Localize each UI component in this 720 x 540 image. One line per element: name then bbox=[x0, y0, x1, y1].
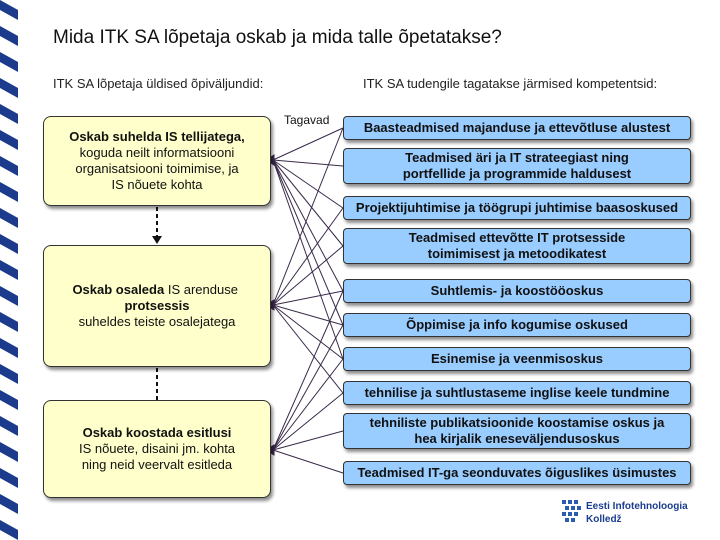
competency-2-line1: Teadmised äri ja IT strateegiast ning bbox=[405, 150, 629, 165]
competency-9-line1: tehniliste publikatsioonide koostamise oskus ja bbox=[369, 415, 665, 430]
logo-line-2: Kolledž bbox=[586, 514, 622, 525]
college-logo-text bbox=[586, 500, 688, 526]
competency-4-line1: Teadmised ettevõtte IT protsesside bbox=[408, 230, 626, 245]
outcome-2-inline: IS arenduse bbox=[164, 282, 242, 297]
competency-box-2 bbox=[343, 148, 691, 184]
competency-8-line1: tehnilise ja suhtlustaseme inglise keele tundmine bbox=[364, 385, 670, 400]
competency-box-9 bbox=[343, 413, 691, 449]
competency-7-line1: Esinemise ja veenmisoskus bbox=[431, 351, 603, 366]
outcome-1-text: koguda neilt informatsiooni organisatsiooni toimimise, ja IS nõuete kohta bbox=[75, 145, 239, 192]
tagavad-label: Tagavad bbox=[284, 113, 330, 127]
competency-box-1 bbox=[343, 116, 691, 140]
competency-9-line2: hea kirjalik eneseväljendusoskus bbox=[414, 431, 620, 446]
outcome-2-line1 bbox=[72, 282, 241, 298]
outcome-box-2 bbox=[43, 245, 271, 367]
outcome-box-3 bbox=[43, 400, 271, 498]
competency-4-line2: toimimisest ja metoodikatest bbox=[427, 246, 607, 261]
competency-2-line2: portfellide ja programmide haldusest bbox=[402, 166, 632, 181]
outcome-3-text: IS nõuete, disaini jm. kohta ning neid veervalt esitleda bbox=[78, 441, 236, 472]
competency-box-7 bbox=[343, 347, 691, 371]
competency-box-8 bbox=[343, 381, 691, 405]
competency-6-line1: Õppimise ja info kogumise oskused bbox=[406, 317, 628, 332]
competency-box-3 bbox=[343, 196, 691, 220]
competency-10-line1: Teadmised IT-ga seonduvates õiguslikes üsimustes bbox=[357, 465, 677, 480]
competency-1-line1: Baasteadmised majanduse ja ettevõtluse alustest bbox=[363, 120, 671, 135]
outcome-box-1 bbox=[43, 116, 271, 206]
outcome-2-text: suheldes teiste osalejatega bbox=[78, 314, 236, 329]
competency-3-line1: Projektijuhtimise ja töögrupi juhtimise baasoskused bbox=[355, 200, 679, 215]
outcome-2-title2: protsessis bbox=[124, 298, 190, 313]
competency-box-6 bbox=[343, 313, 691, 337]
competency-5-line1: Suhtlemis- ja koostööoskus bbox=[430, 283, 604, 298]
decorative-stripe bbox=[0, 0, 18, 540]
learning-outcomes-header: ITK SA lõpetaja üldised õpiväljundid: bbox=[53, 76, 264, 91]
competencies-header: ITK SA tudengile tagatakse järmised kompetentsid: bbox=[363, 76, 658, 91]
competency-box-4 bbox=[343, 228, 691, 264]
competency-box-5 bbox=[343, 279, 691, 303]
competency-box-10 bbox=[343, 461, 691, 485]
outcome-3-title: Oskab koostada esitlusi bbox=[82, 425, 232, 440]
outcome-2-title: Oskab osaleda bbox=[72, 282, 165, 297]
page-title: Mida ITK SA lõpetaja oskab ja mida talle õpetatakse? bbox=[53, 27, 502, 48]
logo-line-1: Eesti Infotehnoloogia bbox=[586, 501, 688, 512]
outcome-1-title: Oskab suhelda IS tellijatega, bbox=[69, 129, 245, 144]
